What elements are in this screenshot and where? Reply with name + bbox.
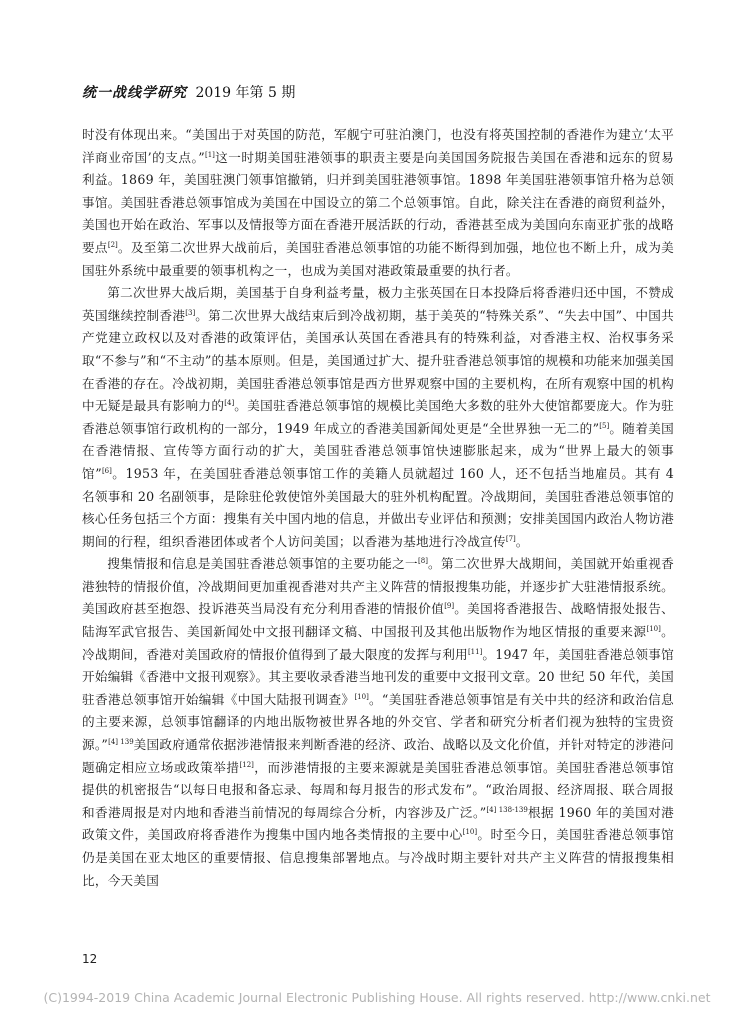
paragraph-text: ，而涉港情报的主要来源就是美国驻香港总领事馆。美国驻香港总领事馆提供的机密报告“以每日电报和备忘录、每周和每月报告的形式发布”。“政治周报、经济周报、联合周报和香港周报是对内地和香港当前情况的每周综合分析，内容涉及广泛。” — [82, 759, 675, 820]
paragraph-text: 时没有体现出来。“美国出于对英国的防范，军舰宁可驻泊澳门，也没有将英国控制的香港作为建立‘太平洋商业帝国’的支点。” — [82, 127, 674, 165]
paragraph-2 — [82, 282, 674, 553]
citation-ref: [3] — [185, 308, 196, 317]
paragraph-text: 。时至今日，美国驻香港总领事馆仍是美国在亚太地区的重要情报、信息搜集部署地点。与冷战时期主要针对共产主义阵营的情报搜集相比，今天美国 — [82, 827, 675, 888]
running-header — [82, 84, 674, 102]
citation-ref: [8] — [418, 557, 428, 566]
paragraph-text: 。1947 年，美国驻香港总领事馆开始编辑《香港中文报刊观察》。其主要收录香港当地刊发的重要中文报刊文章。20 世纪 50 年代，美国驻香港总领事馆开始编辑《中国大陆报刊调查》 — [82, 646, 675, 707]
citation-ref: [4] — [224, 398, 235, 407]
citation-ref: [10] — [646, 624, 661, 633]
paragraph-text: 。美国驻香港总领事馆的规模比美国绝大多数的驻外大使馆都要庞大。作为驻香港总领事馆行政机构的一部分，1949 年成立的香港美国新闻处更是“全世界独一无二的” — [82, 398, 675, 436]
paragraph-text: 。随着美国在香港情报、宣传等方面行动的扩大，美国驻香港总领事馆快速膨胀起来，成为“世界上最大的领事馆” — [82, 420, 674, 481]
paragraph-1 — [82, 124, 674, 282]
paragraph-text: 。美国将香港报告、战略情报处报告、陆海军武官报告、美国新闻处中文报刊翻译文稿、中国报刊及其他出版物作为地区情报的重要来源 — [82, 601, 675, 640]
paragraph-text: 。 — [515, 533, 529, 549]
article-body — [82, 124, 674, 892]
citation-ref: [1] — [204, 150, 215, 159]
paragraph-text: 。第二次世界大战期间，美国就开始重视香港独特的情报价值，冷战期间更加重视香港对共产主义阵营的情报搜集功能，并逐步扩大驻港情报系统。美国政府甚至抱怨、投诉港英当局没有充分利用香港的情报价值 — [82, 556, 675, 617]
paragraph-text: 根据 1960 年的美国对港政策文件，美国政府将香港作为搜集中国内地各类情报的主要中心 — [82, 804, 675, 843]
paragraph-3 — [82, 553, 674, 892]
paragraph-text: 。及至第二次世界大战前后，美国驻香港总领事馆的功能不断得到加强，地位也不断上升，成为美国驻外系统中最重要的领事机构之一，也成为美国对港政策最重要的执行者。 — [82, 239, 675, 278]
citation-ref: [7] — [505, 534, 516, 543]
citation-ref: [4] 138-139 — [486, 805, 528, 814]
citation-ref: [12] — [239, 760, 254, 769]
copyright-footer: (C)1994-2019 China Academic Journal Electronic Publishing House. All rights reserved. http://www.cnki.net — [43, 990, 711, 1005]
paragraph-text: 美国政府通常依据涉港情报来判断香港的经济、政治、战略以及文化价值，并针对特定的涉港问题确定相应立场或政策举措 — [82, 737, 674, 775]
citation-ref: [10] — [354, 692, 369, 701]
citation-ref: [11] — [467, 647, 483, 656]
paragraph-text: 。第二次世界大战结束后到冷战初期，基于美英的“特殊关系”、“失去中国”、中国共产党建立政权以及对香港的政策评估，美国承认英国在香港具有的特殊利益，对香港主权、治权事务采取“不参与”和“不主动”的基本原则。但是，美国通过扩大、提升驻香港总领事馆的规模和功能来加强美国在香港的存在。冷战初期，美国驻香港总领事馆是西方世界观察中国的主要机构，在所有观察中国的机构中无疑是最具有影响力的 — [82, 307, 675, 414]
paragraph-text: 。1953 年，在美国驻香港总领事馆工作的美籍人员就超过 160 人，还不包括当地雇员。其有 4 名领事和 20 名副领事，是除驻伦敦使馆外美国最大的驻外机构配置。冷战期间，美国驻香港总领事馆的核心任务包括三个方面：搜集有关中国内地的信息，并做出专业评估和预测；安排美国国内政治人物访港期间的行程，组织香港团体或者个人访问美国；以香港为基地进行冷战宣传 — [82, 465, 674, 549]
paragraph-text: 。“美国驻香港总领事馆是有关中共的经济和政治信息的主要来源，总领事馆翻译的内地出版物被世界各地的外交官、学者和研究分析者们视为独特的宝贵资源。” — [82, 691, 674, 753]
page-number: 12 — [82, 952, 98, 966]
citation-ref: [4] 139 — [108, 737, 134, 746]
journal-name: 统一战线学研究 — [82, 85, 187, 101]
citation-ref: [10] — [462, 828, 478, 837]
citation-ref: [6] — [101, 466, 112, 475]
citation-ref: [9] — [444, 602, 455, 611]
paragraph-text: 搜集情报和信息是美国驻香港总领事馆的主要功能之一 — [107, 556, 419, 572]
issue-info: 2019 年第 5 期 — [195, 85, 296, 101]
citation-ref: [5] — [599, 421, 610, 430]
paragraph-text: 。冷战期间，香港对美国政府的情报价值得到了最大限度的发挥与利用 — [82, 624, 675, 662]
citation-ref: [2] — [107, 240, 118, 249]
paragraph-text: 这一时期美国驻港领事的职责主要是向美国国务院报告美国在香港和远东的贸易利益。1869 年，美国驻澳门领事馆撤销，归并到美国驻港领事馆。1898 年美国驻港领事馆升格为总领事馆。美国驻香港总领事馆成为美国在中国设立的第二个总领事馆。自此，除关注在香港的商贸利益外，美国也开始在政治、军事以及情报等方面在香港开展活跃的行动，香港甚至成为美国向东南亚扩张的战略要点 — [82, 149, 674, 255]
paragraph-text: 第二次世界大战后期，美国基于自身利益考量，极力主张英国在日本投降后将香港归还中国，不赞成英国继续控制香港 — [82, 285, 674, 323]
